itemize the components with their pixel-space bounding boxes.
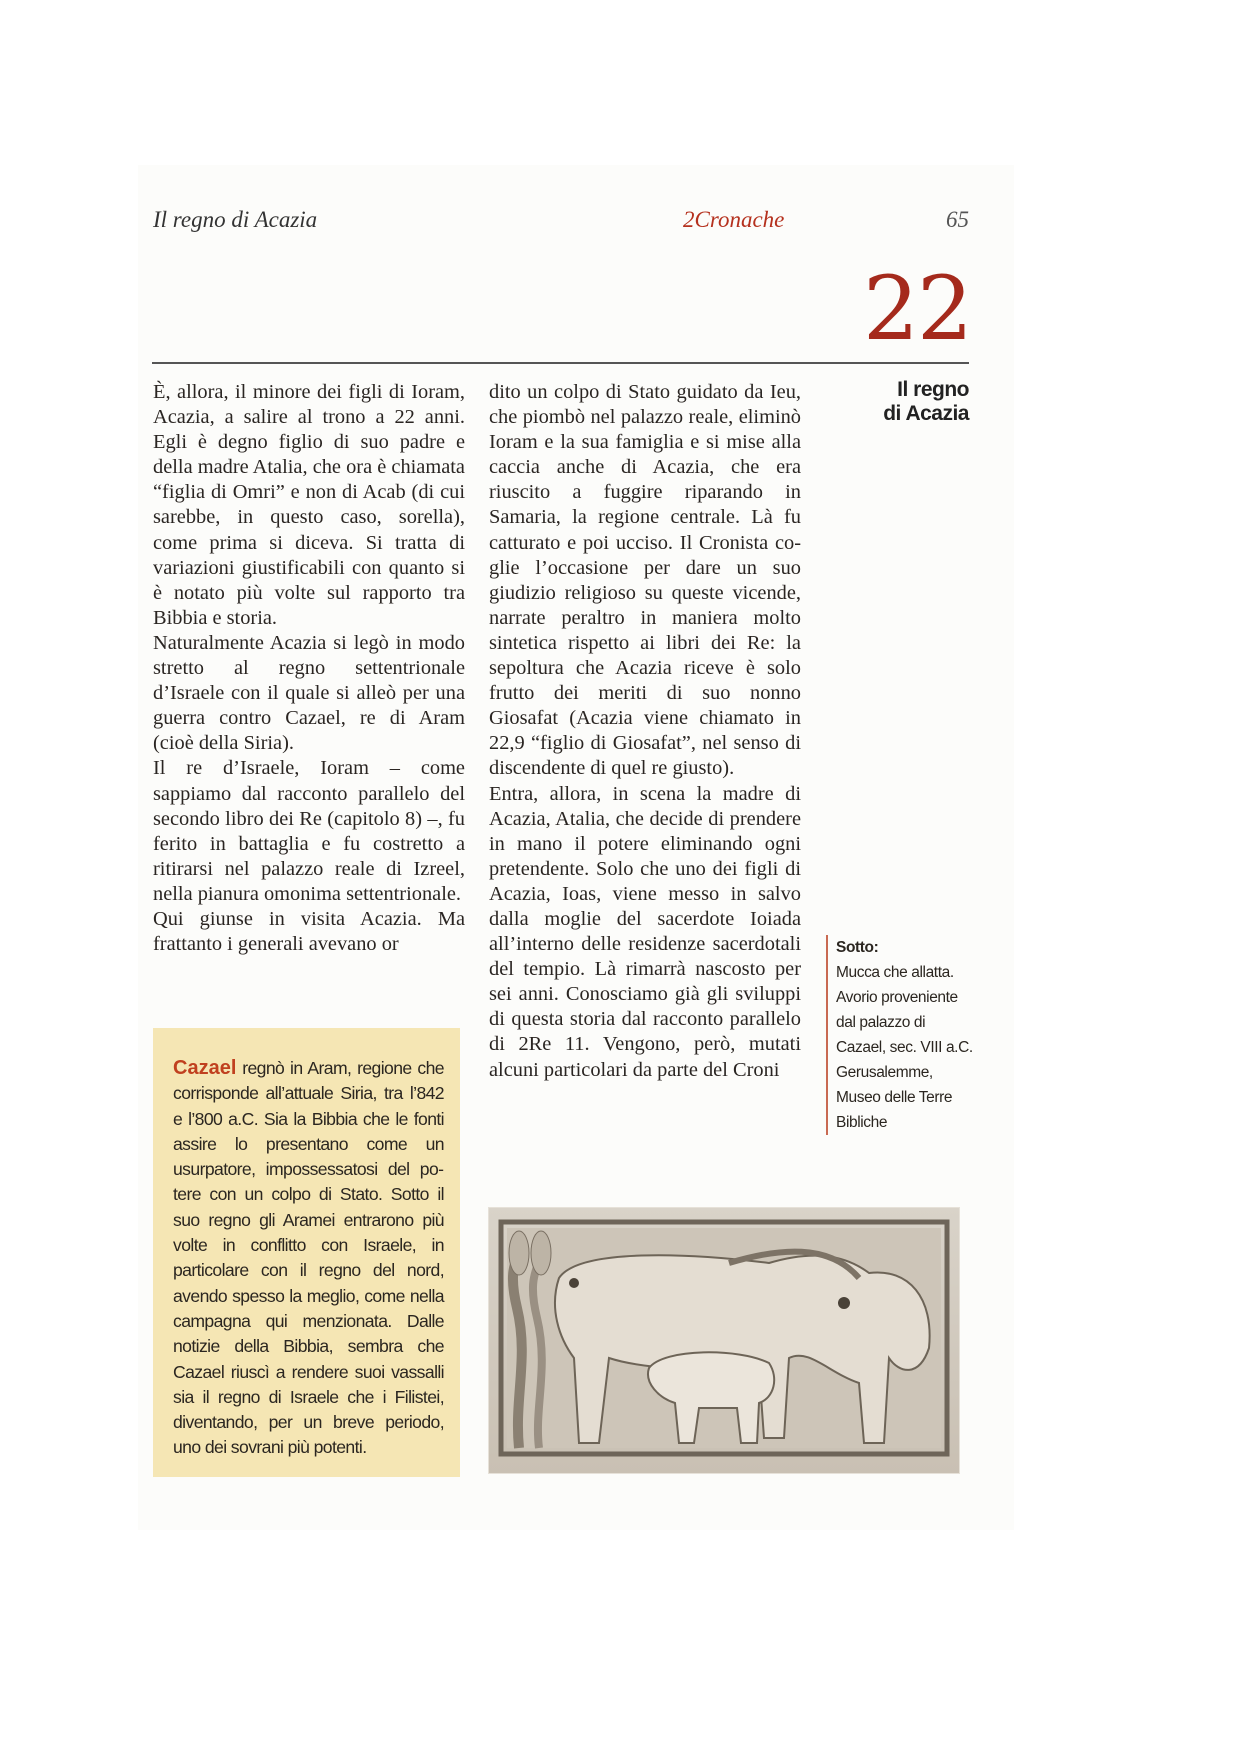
chapter-number: 22 bbox=[863, 257, 971, 360]
ivory-relief-photo bbox=[489, 1208, 959, 1473]
chapter-title-line-1: Il regno bbox=[897, 378, 969, 401]
body-column-2 bbox=[489, 380, 801, 1083]
book-name: 2Cronache bbox=[683, 207, 785, 232]
body-paragraph: dito un colpo di Stato guidato da Ieu, che piombò nel palazzo reale, eliminò Ioram e la sua famiglia e si mise alla caccia anche di Acazia, che era riuscito a fuggire riparando in Samaria, la regione centrale. Là fu catturato e poi ucciso. Il Cronista coglie l’occasione per dare un suo giudizio religioso su queste vicende, narrate peraltro in maniera molto sintetica rispetto ai libri dei Re: la sepoltura che Acazia riceve è solo frutto dei meriti di suo nonno Giosafat (Acazia viene chiamato in 22,9 “figlio di Giosafat”, nel senso di discendente di quel re giusto). bbox=[489, 381, 801, 780]
cow-and-calf-relief-image bbox=[489, 1208, 959, 1473]
body-paragraph: Entra, allora, in scena la madre di Acazia, Atalia, che decide di prendere in mano il potere eliminando ogni pretendente. Solo che uno dei figli di Acazia, Ioas, viene messo in salvo dalla moglie del sacerdote Ioiada all’interno delle residenze sacerdotali del tempio. Là rimarrà nascosto per sei anni. Conosciamo già gli sviluppi di questa storia dal racconto parallelo di 2Re 11. Vengono, però, mutati alcuni particolari da parte del Croni bbox=[489, 782, 801, 1081]
page-number: 65 bbox=[946, 207, 969, 232]
chapter-title bbox=[883, 378, 969, 426]
body-paragraph: Naturalmente Acazia si legò in modo stretto al regno settentrionale d’Israele con il quale si alleò per una guerra contro Cazael, re di Aram (cioè della Siria). bbox=[153, 631, 465, 755]
body-column-1 bbox=[153, 380, 465, 957]
sidebar-box-cazael bbox=[153, 1028, 460, 1477]
body-paragraph: Qui giunse in visita Acazia. Ma frattanto i generali avevano or bbox=[153, 907, 465, 956]
header-divider bbox=[152, 362, 969, 364]
sidebar-text bbox=[173, 1056, 444, 1461]
body-paragraph: Il re d’Israele, Ioram – come sappiamo dal racconto parallelo del secondo libro dei Re (capitolo 8) –, fu ferito in battaglia e fu costretto a ritirarsi nel palazzo reale di Izreel, nella pianura omonima settentrionale. bbox=[153, 757, 465, 905]
caption-text: Mucca che allatta. Avorio proveniente dal palazzo di Cazael, sec. VIII a.C. Gerusalemme, Museo delle Terre Bibliche bbox=[836, 964, 973, 1131]
body-paragraph: È, allora, il minore dei figli di Ioram, Acazia, a salire al trono a 22 anni. Egli è degno figlio di suo padre e della madre Atalia, che ora è chiamata “figlia di Omri” e non di Acab (di cui sarebbe, in questo caso, sorella), come prima si diceva. Si tratta di variazioni giustificabili con quanto si è notato più volte sul rapporto tra Bibbia e storia. bbox=[153, 381, 465, 629]
image-caption bbox=[826, 935, 976, 1135]
sidebar-body: regnò in Aram, regione che corrisponde all’attuale Siria, tra l’842 e l’800 a.C. Sia la Bibbia che le fonti assire lo presentano come un usurpatore, impossessatosi del potere con un colpo di Stato. Sotto il suo regno gli Aramei entrarono più volte in conflitto con Israele, in particolare con il regno del nord, avendo spesso la meglio, come nella campagna qui menzionata. Dalle notizie della Bibbia, sembra che Cazael riuscì a rendere suoi vassalli sia il regno di Israele che i Filistei, diventando, per un breve periodo, uno dei sovrani più potenti. bbox=[173, 1058, 444, 1458]
running-title: Il regno di Acazia bbox=[153, 207, 318, 232]
chapter-title-line-2: di Acazia bbox=[883, 402, 969, 425]
sidebar-lead: Cazael bbox=[173, 1057, 237, 1079]
caption-label: Sotto: bbox=[836, 939, 879, 956]
